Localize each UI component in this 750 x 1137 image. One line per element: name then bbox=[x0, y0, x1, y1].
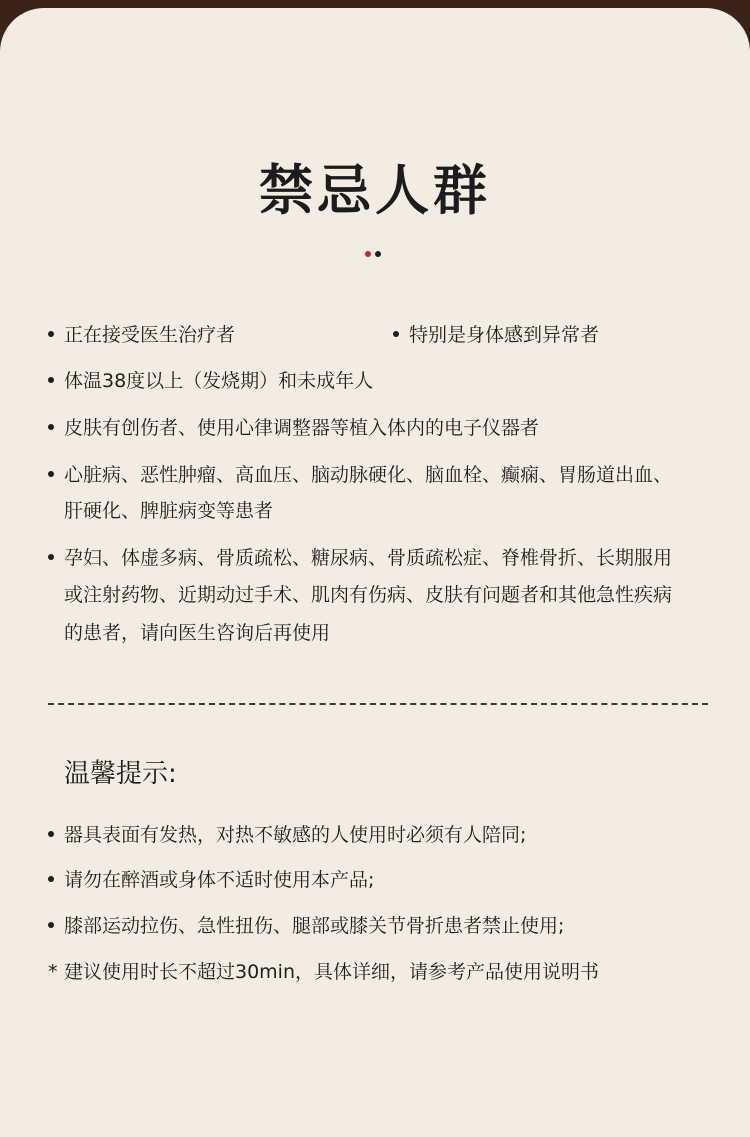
dashed-divider bbox=[48, 703, 708, 705]
bullet-icon bbox=[48, 471, 54, 477]
red-dot-icon bbox=[365, 251, 371, 257]
tip-note: * 建议使用时长不超过30min，具体详细，请参考产品使用说明书 bbox=[48, 957, 599, 987]
list-item: 皮肤有创伤者、使用心律调整器等植入体内的电子仪器者 bbox=[48, 413, 539, 443]
bullet-icon bbox=[48, 554, 54, 560]
asterisk-icon: * bbox=[48, 961, 58, 983]
bullet-icon bbox=[393, 331, 399, 337]
bullet-icon bbox=[48, 377, 54, 383]
list-item-continuation: 肝硬化、脾脏病变等患者 bbox=[64, 500, 274, 522]
list-item: 特别是身体感到异常者 bbox=[393, 320, 599, 350]
page-title: 禁忌人群 bbox=[259, 159, 491, 222]
tip-item: 器具表面有发热，对热不敏感的人使用时必须有人陪同; bbox=[48, 820, 526, 850]
bullet-icon bbox=[48, 831, 54, 837]
list-item: 正在接受医生治疗者 bbox=[48, 320, 235, 350]
bullet-icon bbox=[48, 876, 54, 882]
bullet-icon bbox=[48, 424, 54, 430]
content-card bbox=[0, 8, 750, 1137]
title-decoration-dots bbox=[365, 251, 381, 257]
list-item: 心脏病、恶性肿瘤、高血压、脑动脉硬化、脑血栓、癫痫、胃肠道出血、 bbox=[48, 460, 672, 490]
list-item-continuation: 或注射药物、近期动过手术、肌肉有伤病、皮肤有问题者和其他急性疾病 bbox=[64, 584, 673, 606]
tip-item: 膝部运动拉伤、急性扭伤、腿部或膝关节骨折患者禁止使用; bbox=[48, 911, 564, 941]
dark-dot-icon bbox=[375, 251, 381, 257]
list-item: 孕妇、体虚多病、骨质疏松、糖尿病、骨质疏松症、脊椎骨折、长期服用 bbox=[48, 543, 672, 573]
bullet-icon bbox=[48, 922, 54, 928]
list-item-continuation: 的患者，请向医生咨询后再使用 bbox=[64, 622, 331, 644]
tips-title: 温馨提示: bbox=[64, 759, 177, 789]
list-item: 体温38度以上（发烧期）和未成年人 bbox=[48, 366, 373, 396]
bullet-icon bbox=[48, 331, 54, 337]
tip-item: 请勿在醉酒或身体不适时使用本产品; bbox=[48, 865, 374, 895]
